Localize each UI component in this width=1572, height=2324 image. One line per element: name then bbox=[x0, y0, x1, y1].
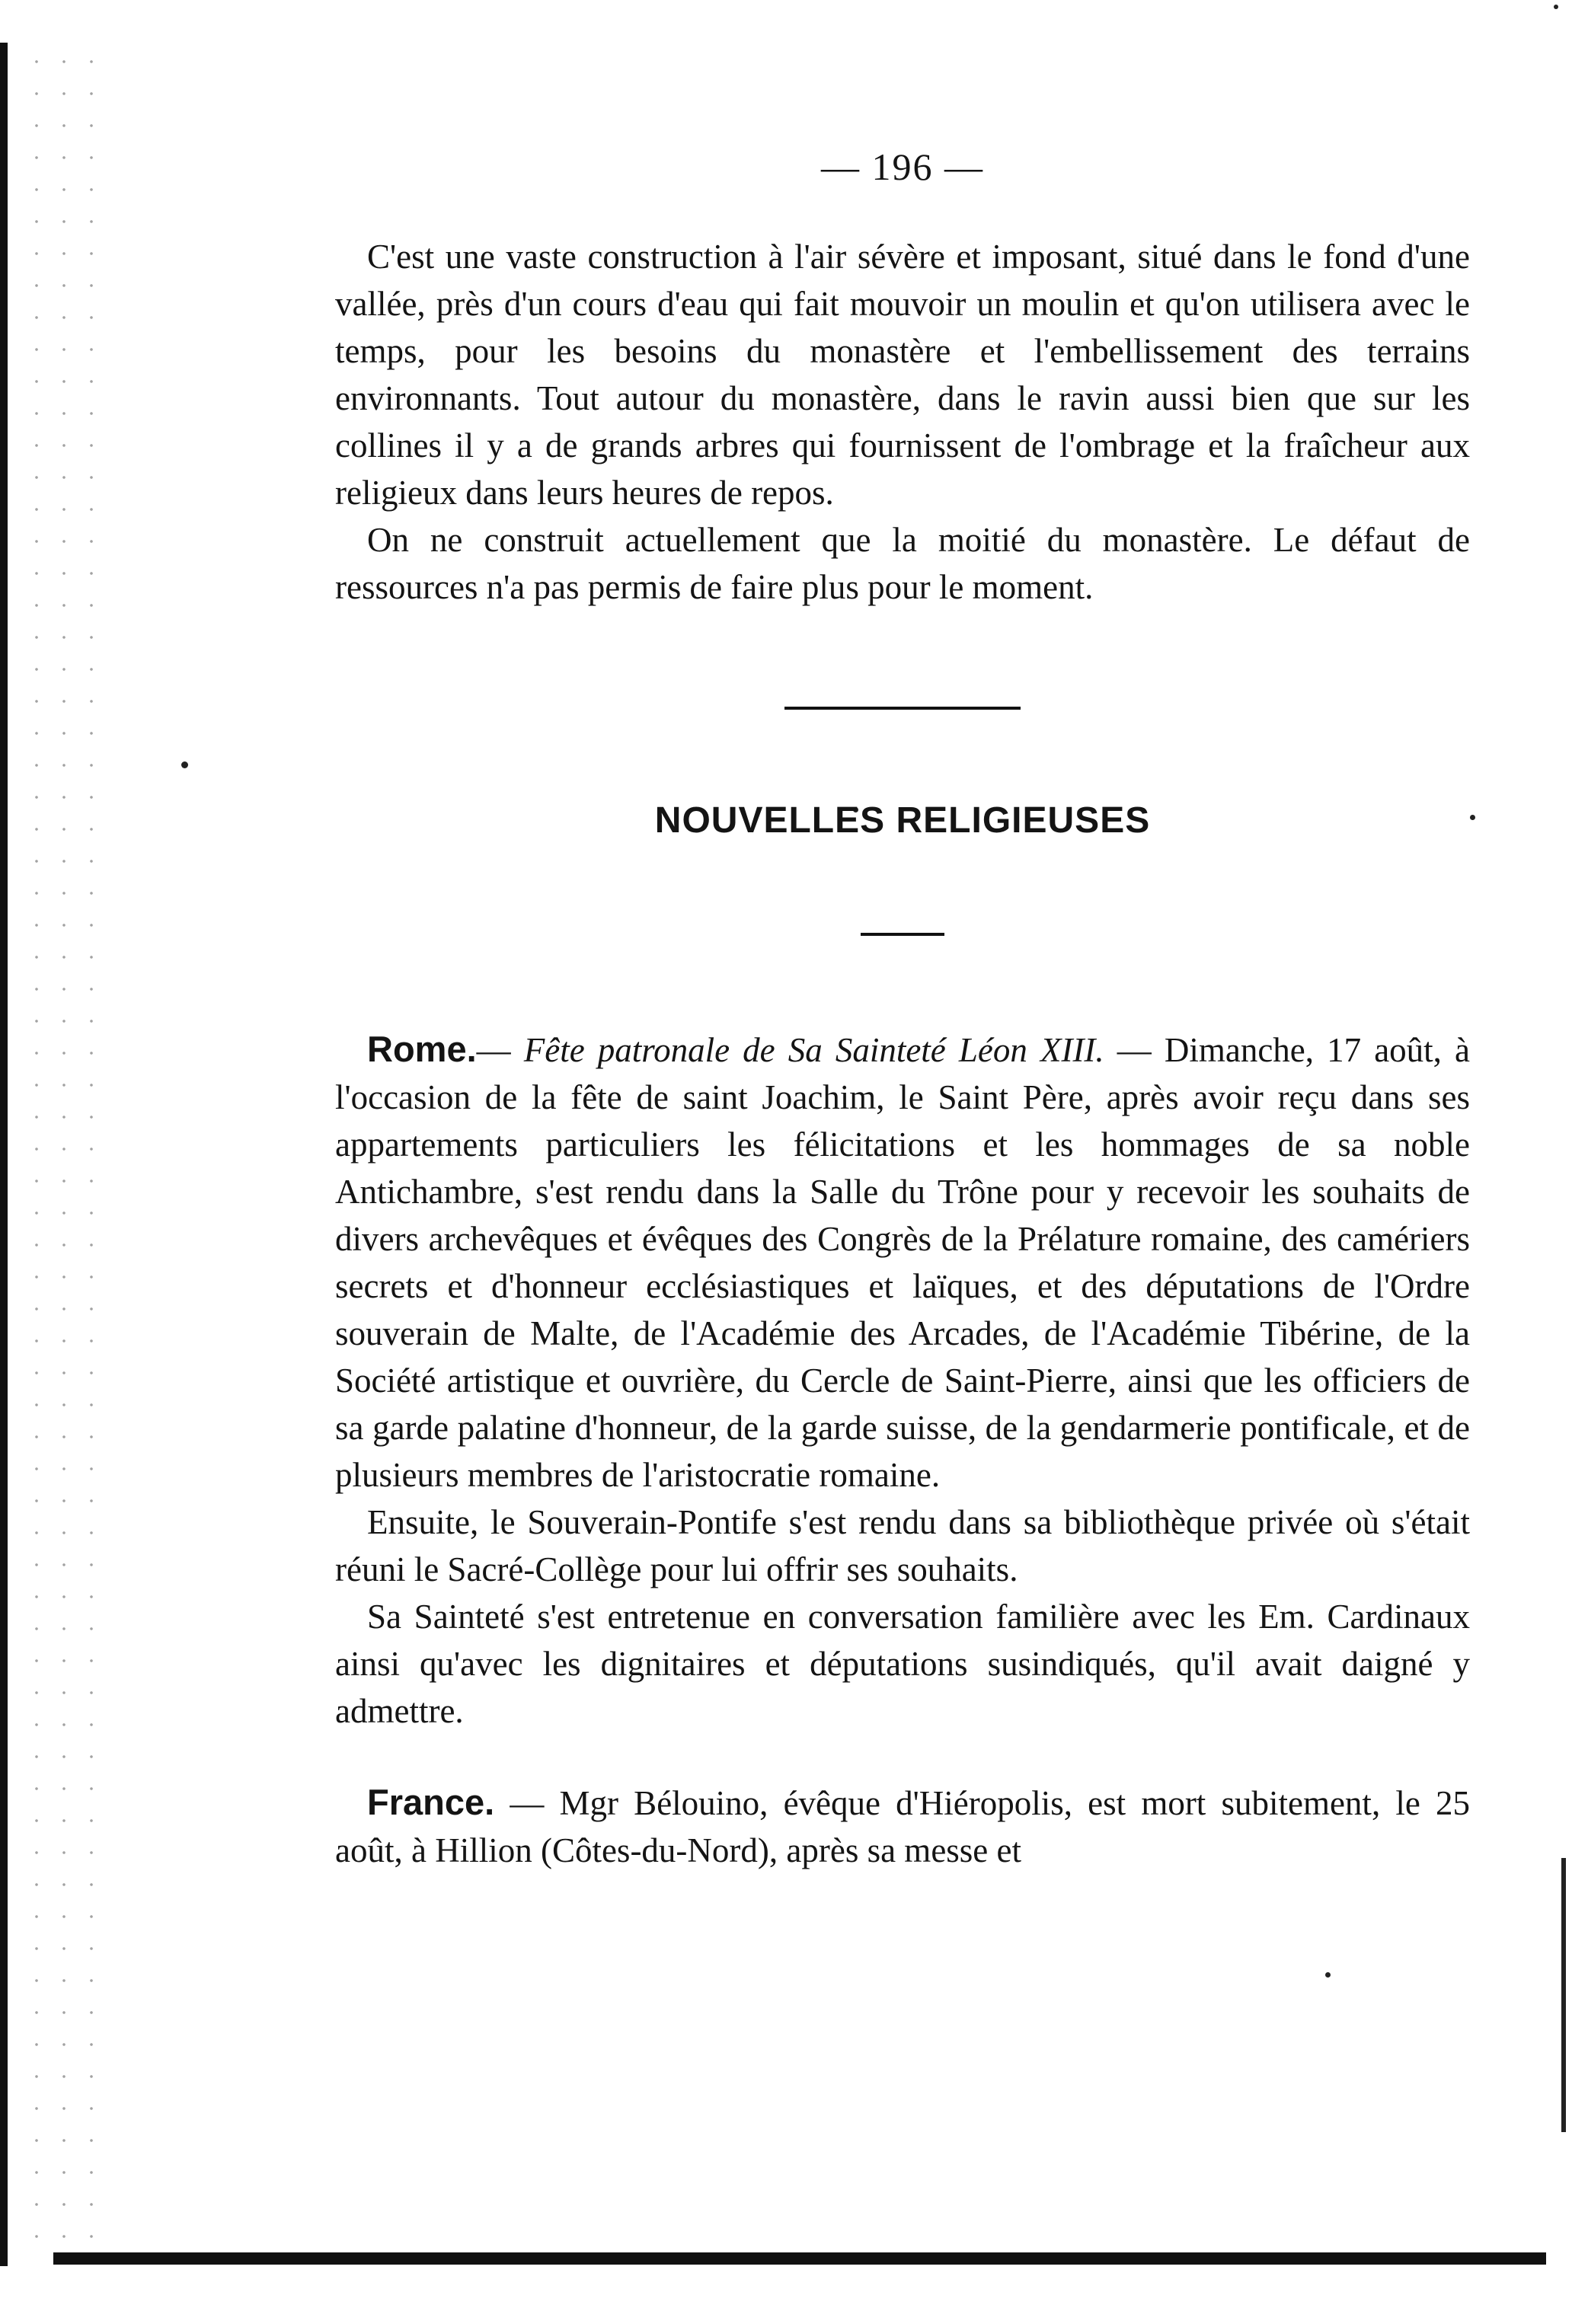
france-body: — Mgr Bélouino, évêque d'Hiéropolis, est mort subitement, le 25 août, à Hillion (Côtes-du-Nord), après sa messe et bbox=[335, 1784, 1470, 1869]
scan-speck bbox=[181, 761, 188, 768]
rome-news-paragraph: Sa Sainteté s'est entretenue en conversation familière avec les Em. Cardinaux ainsi qu'avec les dignitaires et députations susindiqués, qu'il avait daigné y admettre. bbox=[335, 1598, 1470, 1730]
france-news-paragraph bbox=[335, 1779, 1470, 1874]
document-page bbox=[335, 129, 1470, 1874]
heading-underline bbox=[861, 933, 944, 936]
scan-bottom-edge bbox=[53, 2252, 1546, 2265]
intro-paragraph: On ne construit actuellement que la moitié du monastère. Le défaut de ressources n'a pas permis de faire plus pour le moment. bbox=[335, 521, 1470, 606]
rome-lead: Rome. bbox=[367, 1029, 477, 1069]
rome-news-paragraph bbox=[335, 1026, 1470, 1499]
rome-dash: — bbox=[476, 1031, 524, 1069]
scan-speck bbox=[1325, 1972, 1331, 1978]
section-heading: NOUVELLES RELIGIEUSES bbox=[654, 800, 1151, 841]
scan-gutter-noise bbox=[23, 46, 107, 2254]
scan-right-edge bbox=[1561, 1858, 1566, 2132]
rome-subtitle: Fête patronale de Sa Sainteté Léon XIII. bbox=[523, 1031, 1104, 1069]
rome-body: — Dimanche, 17 août, à l'occasion de la fête de saint Joachim, le Saint Père, après avoir reçu dans ses appartements particuliers les félicitations et les hommages de sa noble Antichambre, s'est rendu dans la Salle du Trône pour y recevoir les souhaits de divers archevêques et évêques des Congrès de la Prélature romaine, des camériers secrets et d'honneur ecclésiastiques et laïques, et des députations de l'Ordre souverain de Malte, de l'Académie des Arcades, de l'Académie Tibérine, de la Société artistique et ouvrière, du Cercle de Saint-Pierre, ainsi que les officiers de sa garde palatine d'honneur, de la garde suisse, de la gendarmerie pontificale, et de plusieurs membres de l'aristocratie romaine. bbox=[335, 1031, 1471, 1494]
section-divider bbox=[784, 707, 1021, 710]
intro-paragraph: C'est une vaste construction à l'air sévère et imposant, situé dans le fond d'une vallée, près d'un cours d'eau qui fait mouvoir un moulin et qu'on utilisera avec le temps, pour les besoins du monastère et l'embellissement des terrains environnants. Tout autour du monastère, dans le ravin aussi bien que sur les collines il y a de grands arbres qui fournissent de l'ombrage et la fraîcheur aux religieux dans leurs heures de repos. bbox=[335, 238, 1470, 512]
rome-news-paragraph: Ensuite, le Souverain-Pontife s'est rendu dans sa bibliothèque privée où s'était réuni le Sacré-Collège pour lui offrir ses souhaits. bbox=[335, 1503, 1470, 1588]
scan-gutter-edge bbox=[0, 43, 8, 2266]
scan-speck bbox=[1470, 815, 1475, 820]
france-lead: France. bbox=[367, 1782, 495, 1822]
scan-speck bbox=[1554, 5, 1558, 9]
page-number: — 196 — bbox=[821, 145, 984, 188]
